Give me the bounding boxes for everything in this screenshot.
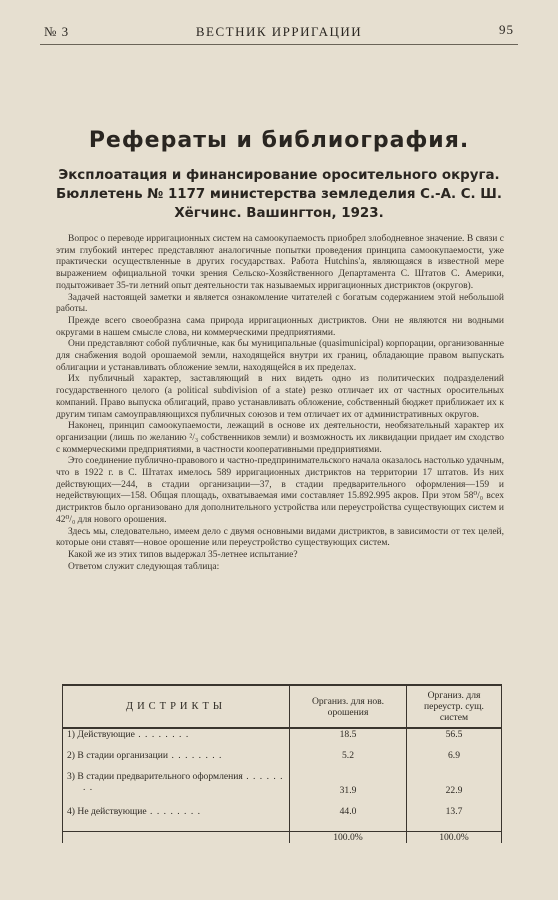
row-label: 3) В стадии предварительного оформления . . . [63,761,290,796]
paragraph: Вопрос о переводе ирригационных систем на самоокупаемость приобрел злободневное значение. В связи с этим глубокий интерес представляют аналогичные попытки проведения принципа самоокупаемости, уже практически осуществленные в других государствах. Работа Hutchins'а, являющаяся в известной мере выражением официальной точки зрения Сельско-Хозяйственного Департамента С. Штатов С. Америки, подытоживает 35-ти летний опыт деятельности так называемых ирригационных дистриктов (округов). [56,234,504,291]
table-row [63,761,502,796]
total-label-cell [63,832,290,844]
header-rule [40,44,518,45]
row-label: 4) Не действующие . . . [63,796,290,832]
table-row [63,796,502,832]
journal-name: ВЕСТНИК ИРРИГАЦИИ [195,24,363,39]
paragraph: Они представляют собой публичные, как бы муниципальные (quasimunicipal) корпорации, организованные для снабжения водой орошаемой земли, находящейся внутри их границ, обладающие правом выпускать облигации и устанавливать обложение земли, находящейся в их пределах. [56,339,504,373]
column-header-new-irrigation: Организ. для нов. орошения [290,685,407,728]
cell-new: 5.2 [290,740,407,761]
paragraph: Наконец, принцип самоокупаемости, лежащий в основе их деятельности, необязательный характер их организации (лишь по желанию ²/₃ собственников земли) и возможность их ликвидации придает им сходство с коммерческими предприятиями, в частности кооперативными предприятиями. [56,421,504,455]
issue-number: № 3 [44,24,70,39]
districts-table [62,684,502,843]
section-title: Рефераты и библиография. [88,128,470,153]
paragraph: Прежде всего своеобразна сама природа ирригационных дистриктов. Они не являются ни водными округами в нашем смысле слова, ни коммерческими предприятиями. [56,315,504,338]
table-row [63,728,502,740]
paragraph: Какой же из этих типов выдержал 35-летнее испытание? [68,549,298,560]
total-new: 100.0% [290,832,407,844]
article-body [56,234,504,573]
paragraph: Задачей настоящей заметки и является ознакомление читателей с богатым содержанием этой небольшой работы. [56,292,504,315]
running-header [0,22,558,42]
cell-rebuild: 13.7 [407,796,502,832]
total-rebuild: 100.0% [407,832,502,844]
paragraph: Здесь мы, следовательно, имеем дело с двумя основными видами дистриктов, в зависимости от тех целей, которые они ставят—новое орошение или переустройство существующих систем. [56,526,504,549]
column-header-rebuild: Организ. для переустр. сущ. систем [407,685,502,728]
table-row [63,740,502,761]
cell-rebuild: 22.9 [407,761,502,796]
paragraph: Ответом служит следующая таблица: [68,561,220,572]
column-header-districts: ДИСТРИКТЫ [63,685,290,728]
row-label: 1) Действующие . . . [63,728,290,740]
table-header-row [63,685,502,728]
cell-new: 31.9 [290,761,407,796]
cell-new: 18.5 [290,728,407,740]
cell-rebuild: 6.9 [407,740,502,761]
paragraph: Это соединение публично-правового и частно-предпринимательского начала оказалось настолько удачным, что в 1922 г. в С. Штатах имелось 589 ирригационных дистриктов на территории 17 штатов. Из них действующих—244, в стадии организации—37, в стадии предварительного оформления—159 и недействующих—158. Общая площадь, охватываемая ими составляет 15.892.995 акров. При этом 58⁰/₀ всех дистриктов было организовано для дополнительного устройства или переустройства существующих систем и 42⁰/₀ для нового орошения. [56,456,504,525]
page-number: 95 [499,22,514,37]
cell-new: 44.0 [290,796,407,832]
article-title: Эксплоатация и финансирование оросительного округа. Бюллетень № 1177 министерства земледелия С.-А. С. Ш. Хёгчинс. Вашингтон, 1923. [56,168,502,221]
paragraph: Их публичный характер, заставляющий в них видеть одно из политических подразделений государственного целого (a political subdivision of a state) резко отличает их от частных оросительных компаний. Право выпуска облигаций, право устанавливать обложение, собственный бюджет приближает их к другим типам самоуправляющихся публичных союзов и тем отличает их от административных округов. [56,374,504,420]
cell-rebuild: 56.5 [407,728,502,740]
table-total-row [63,832,502,844]
row-label: 2) В стадии организации . . . [63,740,290,761]
